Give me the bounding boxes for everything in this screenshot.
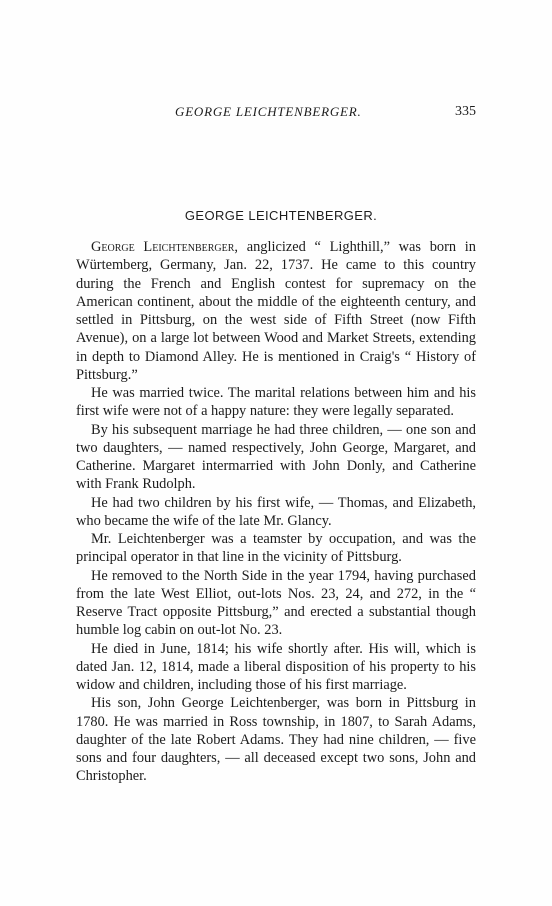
paragraph-text: He was married twice. The marital relations between him and his first wife were not of a happy nature: they were legally separated. [76,385,476,420]
paragraph-text: Mr. Leichtenberger was a teamster by occupation, and was the principal operator in that line in the vicinity of Pittsburg. [76,531,476,566]
running-head [76,104,476,124]
paragraph [76,530,476,567]
paragraph [76,567,476,640]
running-head-title: GEORGE LEICHTENBERGER. [175,104,362,119]
paragraph-text: By his subsequent marriage he had three children, — one son and two daughters, — named respectively, John George, Margaret, and Catherine. Margaret intermarried with John Donly, and Catherine with Frank Rudolph. [76,421,476,493]
paragraph-text: , anglicized “ Lighthill,” was born in Würtemberg, Germany, Jan. 22, 1737. He came to this country during the French and English contest for supremacy on the American continent, about the middle of the eighteenth century, and settled in Pittsburg, on the west side of Fifth Street (now Fifth Avenue), on a large lot between Wood and Market Streets, extending in depth to Diamond Alley. He is mentioned in Craig's “ History of Pittsburg.” [76,239,476,383]
paragraph [76,238,476,384]
paragraph-text: He removed to the North Side in the year 1794, having purchased from the late West Elliot, out-lots Nos. 23, 24, and 272, in the “ Reserve Tract opposite Pittsburg,” and erected a substantial though humble log cabin on out-lot No. 23. [76,567,476,639]
paragraph [76,640,476,695]
paragraph [76,694,476,785]
body-text [76,238,476,786]
paragraph [76,421,476,494]
chapter-title: GEORGE LEICHTENBERGER. [184,208,378,223]
paragraph-text: He died in June, 1814; his wife shortly after. His will, which is dated Jan. 12, 1814, made a liberal disposition of his property to his widow and children, including those of his first marriage. [76,640,476,693]
paragraph-text: He had two children by his first wife, — Thomas, and Elizabeth, who became the wife of the late Mr. Glancy. [76,494,476,529]
page-number: 335 [455,104,476,119]
paragraph-text: His son, John George Leichtenberger, was born in Pittsburg in 1780. He was married in Ross township, in 1807, to Sarah Adams, daughter of the late Robert Adams. They had nine children, — five sons and four daughters, — all deceased except two sons, John and Christopher. [76,695,476,785]
paragraph-lead-small-caps: George Leichtenberger [91,239,235,255]
paragraph [76,494,476,531]
paragraph [76,384,476,421]
